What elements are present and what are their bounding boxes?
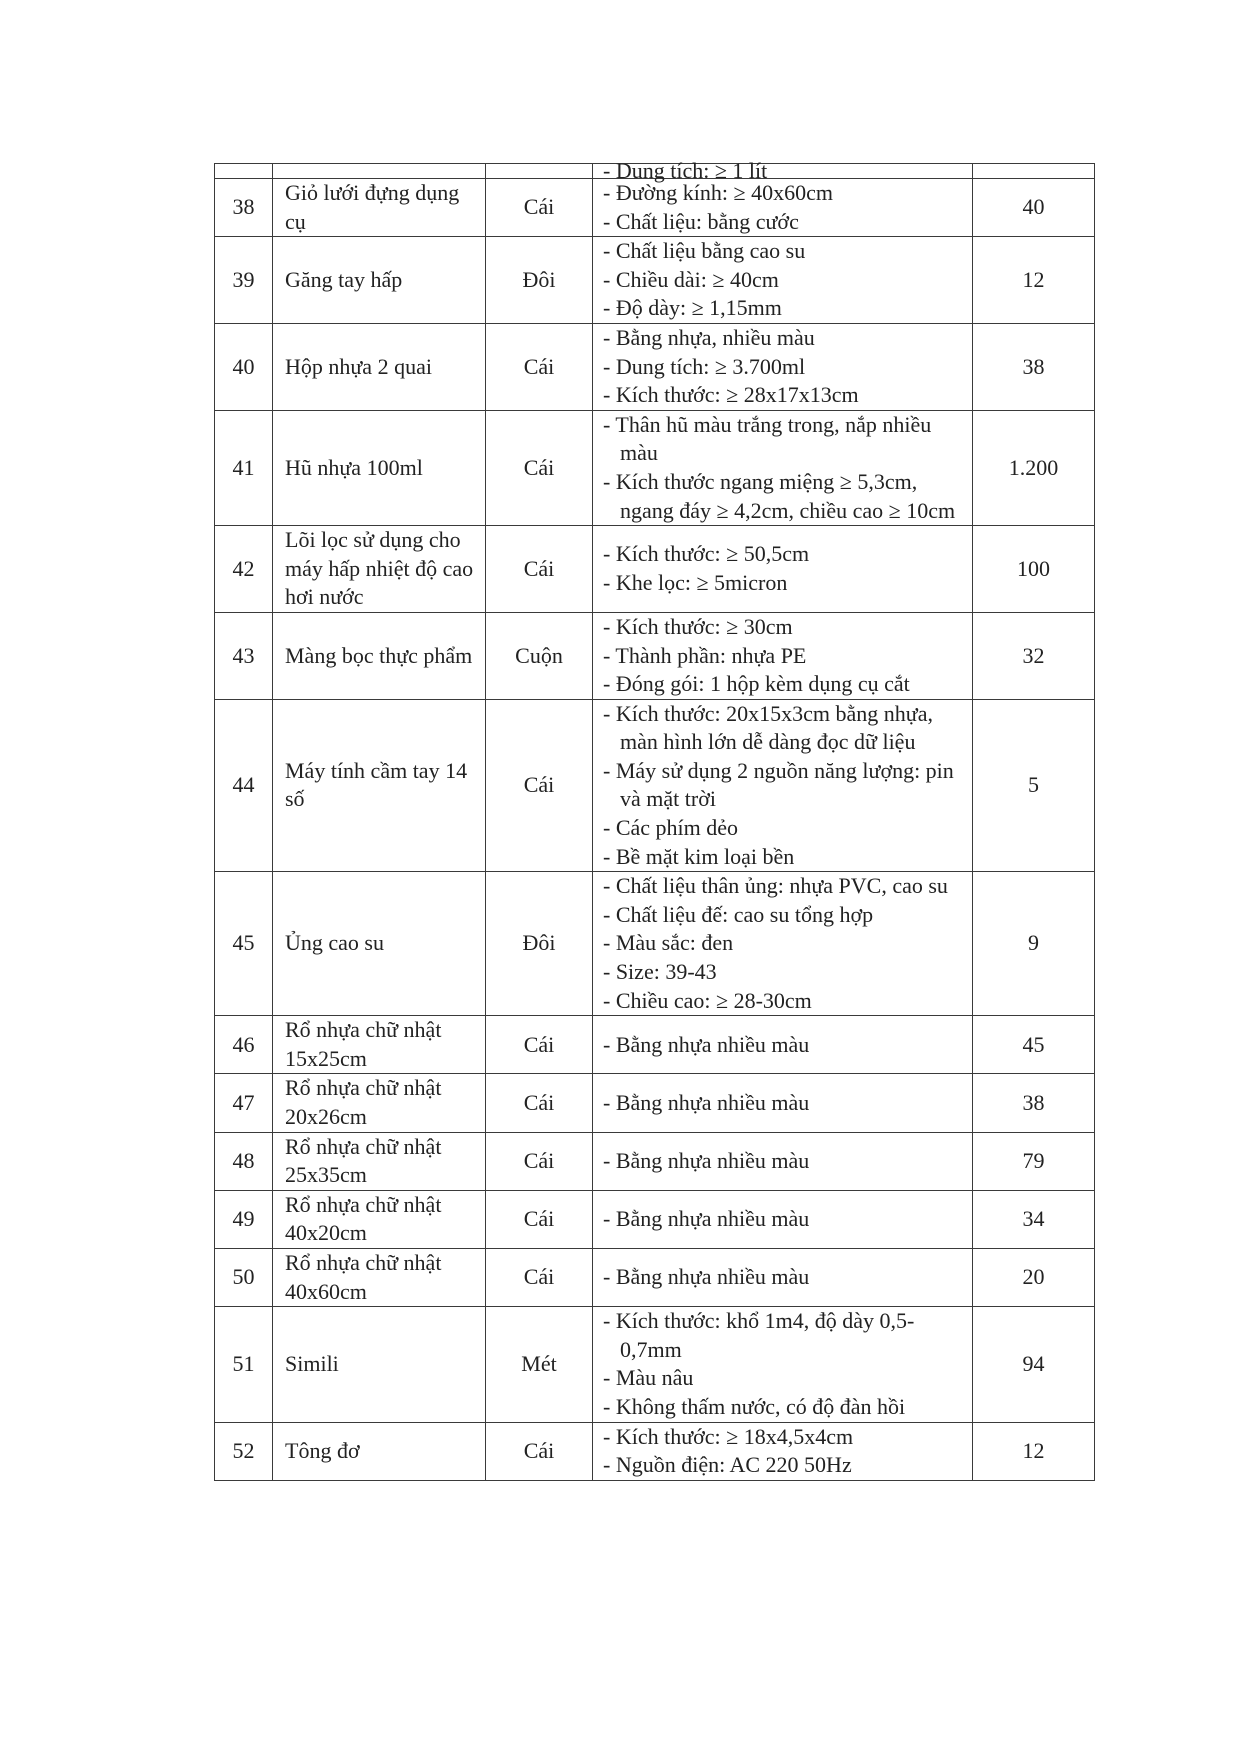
spec-line: - Chất liệu: bằng cước [603, 208, 799, 234]
spec-line: - Kích thước: khổ 1m4, độ dày 0,5-0,7mm [603, 1308, 915, 1362]
table-row [215, 612, 1095, 699]
table-row [215, 1307, 1095, 1422]
cell-unit: Mét [486, 1307, 593, 1422]
spec-line: - Kích thước: ≥ 30cm [603, 613, 793, 639]
cell-unit: Cái [486, 699, 593, 872]
spec-line: - Size: 39-43 [603, 959, 717, 985]
cell-no: 46 [215, 1016, 273, 1074]
cell-unit: Cái [486, 1132, 593, 1190]
spec-line: - Màu nâu [603, 1365, 694, 1391]
cell-name: Rổ nhựa chữ nhật 20x26cm [273, 1074, 486, 1132]
spec-line: - Độ dày: ≥ 1,15mm [603, 295, 782, 321]
cell-unit: Cuộn [486, 612, 593, 699]
cell-spec [593, 179, 973, 237]
cell-qty: 34 [973, 1190, 1095, 1248]
cell-name: Rổ nhựa chữ nhật 25x35cm [273, 1132, 486, 1190]
cell-spec [593, 158, 973, 183]
cell-no: 43 [215, 612, 273, 699]
spec-line: - Chất liệu bằng cao su [603, 238, 806, 264]
spec-line: - Chiều dài: ≥ 40cm [603, 266, 779, 292]
cell-spec [593, 1190, 973, 1248]
cell-unit: Đôi [486, 872, 593, 1016]
table-row [215, 323, 1095, 410]
cell-name: Simili [273, 1307, 486, 1422]
cell-spec [593, 872, 973, 1016]
cell-unit: Đôi [486, 237, 593, 324]
cell-spec [593, 1132, 973, 1190]
spec-line: - Thành phần: nhựa PE [603, 642, 807, 668]
cell-unit: Cái [486, 1074, 593, 1132]
spec-line: - Bằng nhựa, nhiều màu [603, 324, 815, 350]
table-row [215, 237, 1095, 324]
spec-line: - Bằng nhựa nhiều màu [603, 1031, 810, 1057]
cell-no: 39 [215, 237, 273, 324]
cell-name: Máy tính cầm tay 14 số [273, 699, 486, 872]
cell-qty: 79 [973, 1132, 1095, 1190]
cell-name: Lõi lọc sử dụng cho máy hấp nhiệt độ cao hơi nước [273, 526, 486, 613]
cell-unit: Cái [486, 410, 593, 525]
cell-spec [593, 1248, 973, 1306]
table-row [215, 1190, 1095, 1248]
spec-line: - Dung tích: ≥ 1 lít [603, 158, 768, 183]
cell-no: 42 [215, 526, 273, 613]
cell-qty: 9 [973, 872, 1095, 1016]
spec-line: - Bằng nhựa nhiều màu [603, 1206, 810, 1232]
spec-line: - Chất liệu đế: cao su tổng hợp [603, 901, 874, 927]
table-row [215, 699, 1095, 872]
cell-spec [593, 323, 973, 410]
cell-qty: 94 [973, 1307, 1095, 1422]
cell-unit: Cái [486, 1248, 593, 1306]
spec-line: - Bằng nhựa nhiều màu [603, 1089, 810, 1115]
cell-spec [593, 410, 973, 525]
cell-spec [593, 699, 973, 872]
cell-name: Rổ nhựa chữ nhật 40x60cm [273, 1248, 486, 1306]
spec-line: - Khe lọc: ≥ 5micron [603, 570, 788, 596]
cell-spec [593, 1307, 973, 1422]
spec-line: - Đường kính: ≥ 40x60cm [603, 180, 833, 205]
table-row [215, 1074, 1095, 1132]
cell-unit: Cái [486, 1422, 593, 1480]
table-row [215, 1248, 1095, 1306]
spec-line: - Dung tích: ≥ 3.700ml [603, 353, 806, 379]
table-body [215, 158, 1095, 1481]
cell-spec [593, 1422, 973, 1480]
cell-name: Găng tay hấp [273, 237, 486, 324]
cell-no: 47 [215, 1074, 273, 1132]
cell-name [273, 164, 486, 179]
cell-no: 40 [215, 323, 273, 410]
cell-qty [973, 164, 1095, 179]
spec-line: - Đóng gói: 1 hộp kèm dụng cụ cắt [603, 671, 910, 697]
cell-unit: Cái [486, 179, 593, 237]
spec-line: - Bề mặt kim loại bền [603, 843, 795, 869]
spec-line: - Các phím dẻo [603, 815, 739, 841]
spec-line: - Kích thước: ≥ 28x17x13cm [603, 382, 859, 408]
table-row [215, 1132, 1095, 1190]
cell-name: Ủng cao su [273, 872, 486, 1016]
cell-no [215, 164, 273, 179]
table-row [215, 1016, 1095, 1074]
cell-name: Giỏ lưới đựng dụng cụ [273, 179, 486, 237]
spec-line: - Kích thước: 20x15x3cm bằng nhựa, màn hình lớn dễ dàng đọc dữ liệu [603, 700, 933, 755]
cell-qty: 12 [973, 1422, 1095, 1480]
cell-unit: Cái [486, 323, 593, 410]
spec-line: - Chất liệu thân ủng: nhựa PVC, cao su [603, 873, 948, 899]
cell-spec [593, 1016, 973, 1074]
cell-no: 52 [215, 1422, 273, 1480]
cell-unit: Cái [486, 1190, 593, 1248]
table-row [215, 179, 1095, 237]
cell-qty: 20 [973, 1248, 1095, 1306]
cell-no: 48 [215, 1132, 273, 1190]
spec-line: - Bằng nhựa nhiều màu [603, 1264, 810, 1290]
spec-line: - Kích thước: ≥ 50,5cm [603, 541, 810, 567]
spec-line: - Máy sử dụng 2 nguồn năng lượng: pin và mặt trời [603, 757, 954, 812]
cell-qty: 40 [973, 179, 1095, 237]
cell-qty: 38 [973, 1074, 1095, 1132]
cell-unit: Cái [486, 1016, 593, 1074]
cell-name: Rổ nhựa chữ nhật 40x20cm [273, 1190, 486, 1248]
table-row [215, 526, 1095, 613]
spec-line: - Màu sắc: đen [603, 930, 734, 956]
cell-name: Màng bọc thực phẩm [273, 612, 486, 699]
cell-spec [593, 612, 973, 699]
cell-qty: 5 [973, 699, 1095, 872]
cell-name: Hộp nhựa 2 quai [273, 323, 486, 410]
cell-name: Hũ nhựa 100ml [273, 410, 486, 525]
cell-no: 41 [215, 410, 273, 525]
continuation-row [215, 164, 1095, 179]
cell-unit [486, 164, 593, 179]
cell-qty: 32 [973, 612, 1095, 699]
cell-spec [593, 1074, 973, 1132]
spec-line: - Không thấm nước, có độ đàn hồi [603, 1393, 906, 1419]
cell-spec [593, 237, 973, 324]
table-row [215, 1422, 1095, 1480]
cell-no: 45 [215, 872, 273, 1016]
cell-no: 49 [215, 1190, 273, 1248]
cell-qty: 45 [973, 1016, 1095, 1074]
cell-no: 51 [215, 1307, 273, 1422]
cell-no: 44 [215, 699, 273, 872]
equipment-spec-table [214, 158, 1095, 1481]
spec-line: - Thân hũ màu trắng trong, nắp nhiều màu [603, 411, 932, 466]
cell-qty: 12 [973, 237, 1095, 324]
table-row [215, 872, 1095, 1016]
cell-qty: 38 [973, 323, 1095, 410]
spec-line: - Bằng nhựa nhiều màu [603, 1147, 810, 1173]
cell-unit: Cái [486, 526, 593, 613]
cell-no: 50 [215, 1248, 273, 1306]
spec-line: - Kích thước: ≥ 18x4,5x4cm [603, 1423, 854, 1449]
spec-line: - Chiều cao: ≥ 28-30cm [603, 987, 812, 1013]
cell-no: 38 [215, 179, 273, 237]
spec-line: - Nguồn điện: AC 220 50Hz [603, 1452, 852, 1478]
table-row [215, 410, 1095, 525]
spec-line: - Kích thước ngang miệng ≥ 5,3cm, ngang đáy ≥ 4,2cm, chiều cao ≥ 10cm [603, 468, 956, 523]
cell-name: Rổ nhựa chữ nhật 15x25cm [273, 1016, 486, 1074]
cell-spec [593, 526, 973, 613]
cell-qty: 100 [973, 526, 1095, 613]
cell-name: Tông đơ [273, 1422, 486, 1480]
cell-qty: 1.200 [973, 410, 1095, 525]
